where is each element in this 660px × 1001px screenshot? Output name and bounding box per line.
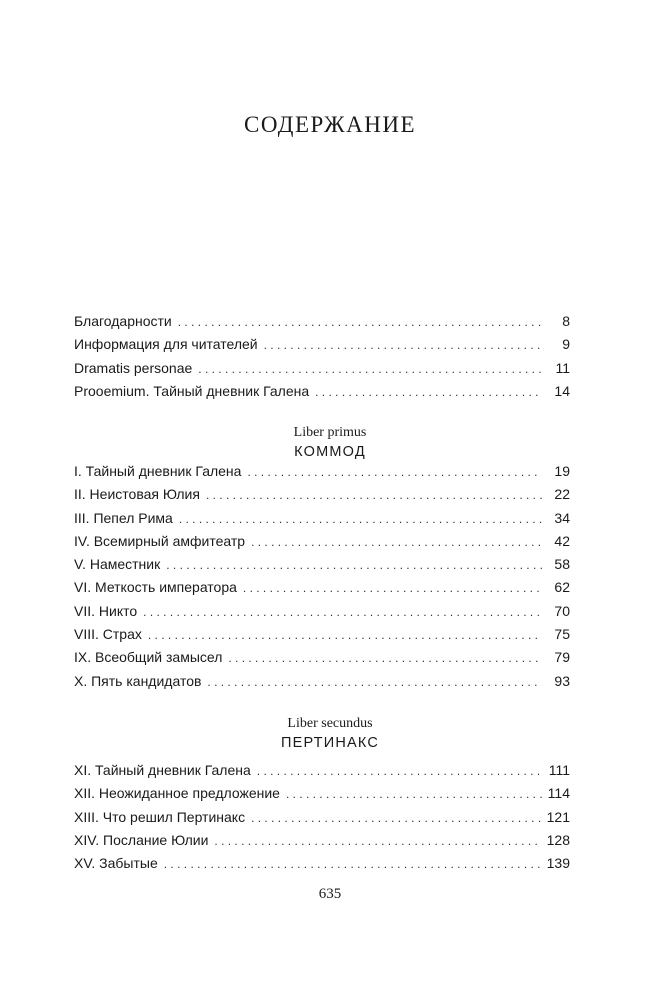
toc-entry-title: V. Наместник xyxy=(74,556,161,573)
toc-entry xyxy=(74,336,570,359)
toc-entry xyxy=(74,673,570,696)
toc-entry xyxy=(74,579,570,602)
dot-leader xyxy=(164,857,541,871)
dot-leader xyxy=(286,787,542,801)
toc-entry-title: Благодарности xyxy=(74,313,172,329)
toc-entry-title: XIII. Что решил Пертинакс xyxy=(74,808,246,825)
book1-chapter-list xyxy=(74,463,570,696)
toc-entry xyxy=(74,486,570,509)
toc-entry xyxy=(74,762,570,785)
dot-leader xyxy=(207,675,542,689)
toc-entry xyxy=(74,533,570,556)
toc-entry-title: I. Тайный дневник Галена xyxy=(74,463,242,479)
toc-entry xyxy=(74,383,570,406)
dot-leader xyxy=(247,465,542,479)
toc-entry-page: 9 xyxy=(562,336,570,353)
book1-heading xyxy=(0,424,660,462)
toc-entry-title: Информация для читателей xyxy=(74,336,258,353)
toc-entry-title: II. Неистовая Юлия xyxy=(74,486,200,503)
book2-subtitle: Liber secundus xyxy=(287,716,373,731)
dot-leader xyxy=(264,338,542,352)
toc-entry xyxy=(74,855,570,878)
toc-entry-title: XI. Тайный дневник Галена xyxy=(74,762,251,778)
toc-entry-page: 8 xyxy=(562,313,570,329)
toc-entry-page: 11 xyxy=(555,359,570,376)
dot-leader xyxy=(243,581,542,595)
dot-leader xyxy=(251,535,542,549)
toc-entry-page: 128 xyxy=(546,831,570,848)
toc-entry xyxy=(74,463,570,486)
dot-leader xyxy=(198,362,542,376)
toc-entry-page: 22 xyxy=(554,486,570,503)
dot-leader xyxy=(315,385,542,399)
toc-entry-title: Dramatis personae xyxy=(74,359,193,376)
toc-entry-title: VII. Никто xyxy=(74,602,138,619)
toc-entry-page: 70 xyxy=(554,602,570,619)
toc-entry-page: 93 xyxy=(554,672,570,689)
dot-leader xyxy=(143,605,542,619)
toc-entry-title: IV. Всемирный амфитеатр xyxy=(74,532,246,549)
dot-leader xyxy=(148,628,542,642)
toc-entry-title: VIII. Страх xyxy=(74,626,142,643)
toc-entry xyxy=(74,832,570,855)
toc-entry xyxy=(74,809,570,832)
dot-leader xyxy=(179,512,542,526)
front-matter-list xyxy=(74,313,570,406)
page-title: СОДЕРЖАНИЕ xyxy=(243,112,416,137)
toc-entry-title: IX. Всеобщий замысел xyxy=(74,649,223,666)
book2-chapter-list xyxy=(74,762,570,878)
toc-entry-page: 42 xyxy=(554,532,570,549)
toc-entry xyxy=(74,313,570,336)
dot-leader xyxy=(228,651,542,665)
book1-name: КОММОД xyxy=(294,444,366,460)
toc-entry-page: 111 xyxy=(548,762,570,778)
book1-subtitle: Liber primus xyxy=(293,425,367,440)
dot-leader xyxy=(166,558,542,572)
dot-leader xyxy=(214,834,540,848)
toc-entry-page: 139 xyxy=(546,855,570,872)
dot-leader xyxy=(206,488,542,502)
toc-entry-title: VI. Меткость императора xyxy=(74,579,237,596)
toc-entry xyxy=(74,360,570,383)
toc-entry-title: X. Пять кандидатов xyxy=(74,672,202,689)
page-number: 635 xyxy=(318,886,342,902)
toc-entry xyxy=(74,626,570,649)
toc-entry xyxy=(74,785,570,808)
dot-leader xyxy=(251,811,541,825)
toc-entry-page: 79 xyxy=(554,649,570,666)
toc-entry-page: 62 xyxy=(554,579,570,596)
toc-entry-page: 58 xyxy=(554,556,570,573)
book2-heading xyxy=(0,715,660,753)
toc-entry xyxy=(74,649,570,672)
toc-entry-page: 114 xyxy=(547,785,570,802)
toc-entry-title: III. Пепел Рима xyxy=(74,509,173,526)
toc-entry-page: 121 xyxy=(546,808,570,825)
book2-name: ПЕРТИНАКС xyxy=(280,735,380,751)
toc-entry-title: XIV. Послание Юлии xyxy=(74,831,209,848)
toc-entry-title: XII. Неожиданное предложение xyxy=(74,785,280,802)
toc-entry xyxy=(74,603,570,626)
toc-entry-title: Prooemium. Тайный дневник Галена xyxy=(74,382,310,399)
toc-entry xyxy=(74,556,570,579)
dot-leader xyxy=(257,764,542,778)
toc-entry-page: 19 xyxy=(554,463,570,479)
toc-entry xyxy=(74,510,570,533)
dot-leader xyxy=(178,315,542,329)
toc-entry-title: XV. Забытые xyxy=(74,855,158,872)
toc-entry-page: 75 xyxy=(554,626,570,643)
toc-entry-page: 34 xyxy=(554,509,570,526)
toc-entry-page: 14 xyxy=(554,382,570,399)
